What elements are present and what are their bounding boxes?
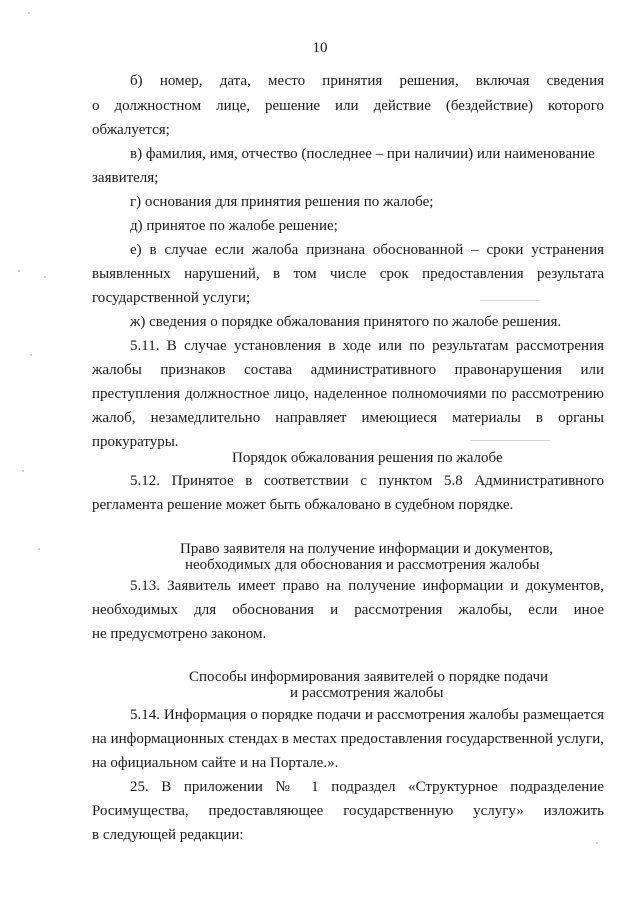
scan-speck xyxy=(18,270,20,272)
paragraph-5-13-line-1: 5.13. Заявитель имеет право на получение информации и документов, xyxy=(130,578,604,594)
paragraph-25-line-1: 25. В приложении № 1 подраздел «Структурное подразделение xyxy=(130,779,604,795)
section-heading-methods-line-1: Способы информирования заявителей о порядке подачи xyxy=(189,669,549,685)
paragraph-5-13-line-3: не предусмотрено законом. xyxy=(92,626,267,642)
scan-speck xyxy=(30,354,32,356)
item-e-line-1: е) в случае если жалоба признана обоснованной – сроки устранения xyxy=(130,242,604,258)
page-number: 10 xyxy=(312,40,328,56)
paragraph-5-11-line-4: жалоб, незамедлительно направляет имеющиеся материалы в органы xyxy=(92,410,604,426)
item-e-line-2: выявленных нарушений, в том числе срок предоставления результата xyxy=(92,266,604,282)
section-heading-appeal: Порядок обжалования решения по жалобе xyxy=(232,450,503,466)
scan-speck xyxy=(596,842,598,844)
section-heading-right-line-2: необходимых для обоснования и рассмотрения жалобы xyxy=(185,557,540,573)
item-b-line-2: о должностном лице, решение или действие (бездействие) которого xyxy=(92,98,604,114)
paragraph-5-14-line-2: на информационных стендах в местах предоставления государственной услуги, xyxy=(92,731,604,747)
item-zh-line-1: ж) сведения о порядке обжалования принятого по жалобе решения. xyxy=(130,314,562,330)
scan-speck xyxy=(28,12,30,14)
item-e-line-3: государственной услуги; xyxy=(92,290,251,306)
scan-smudge xyxy=(480,300,540,301)
item-v-line-1: в) фамилия, имя, отчество (последнее – при наличии) или наименование xyxy=(130,146,595,162)
scan-speck xyxy=(38,548,40,550)
scan-speck xyxy=(22,470,24,472)
item-b-line-1: б) номер, дата, место принятия решения, включая сведения xyxy=(130,73,604,89)
paragraph-5-12-line-2: регламента решение может быть обжаловано в судебном порядке. xyxy=(92,497,514,513)
paragraph-5-11-line-1: 5.11. В случае установления в ходе или по результатам рассмотрения xyxy=(130,338,604,354)
paragraph-5-11-line-5: прокуратуры. xyxy=(92,434,179,450)
item-g-line-1: г) основания для принятия решения по жалобе; xyxy=(130,194,434,210)
item-v-line-2: заявителя; xyxy=(92,170,159,186)
paragraph-5-13-line-2: необходимых для обоснования и рассмотрения жалобы, если иное xyxy=(92,602,604,618)
scan-speck xyxy=(44,276,46,278)
paragraph-5-14-line-3: на официальном сайте и на Портале.». xyxy=(92,755,339,771)
paragraph-5-14-line-1: 5.14. Информация о порядке подачи и рассмотрения жалобы размещается xyxy=(130,707,604,723)
item-d-line-1: д) принятое по жалобе решение; xyxy=(130,218,338,234)
paragraph-25-line-2: Росимущества, предоставляющее государственную услугу» изложить xyxy=(92,803,604,819)
paragraph-5-11-line-2: жалобы признаков состава административного правонарушения или xyxy=(92,362,604,378)
section-heading-right-line-1: Право заявителя на получение информации и документов, xyxy=(180,541,554,557)
item-b-line-3: обжалуется; xyxy=(92,122,170,138)
scan-smudge xyxy=(470,440,550,441)
paragraph-25-line-3: в следующей редакции: xyxy=(92,827,244,843)
paragraph-5-12-line-1: 5.12. Принятое в соответствии с пунктом 5.8 Административного xyxy=(130,473,604,489)
section-heading-methods-line-2: и рассмотрения жалобы xyxy=(290,685,444,701)
paragraph-5-11-line-3: преступления должностное лицо, наделенное полномочиями по рассмотрению xyxy=(92,386,604,402)
